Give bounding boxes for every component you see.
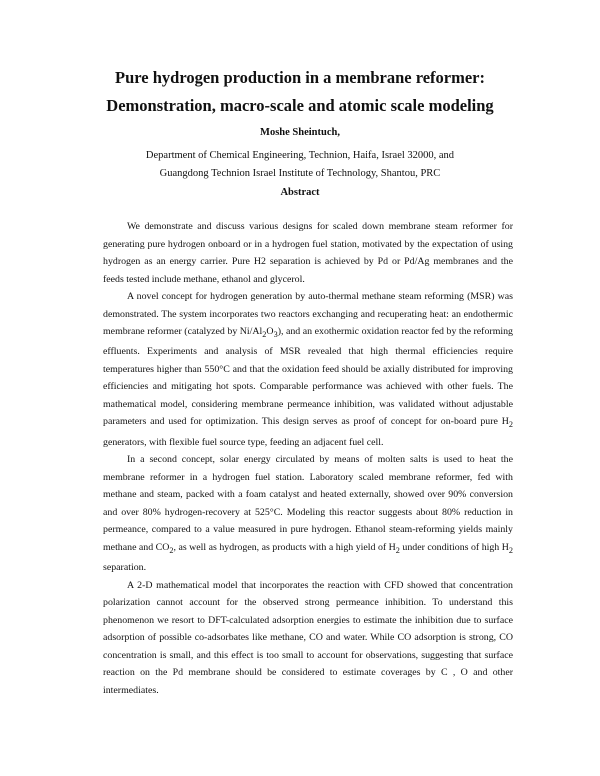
paragraph-text: ), and an exothermic oxidation reactor fed by the reforming effluents. Experiments and analysis of MSR revealed that high thermal efficiencies require temperatures higher than 550°C and that the oxidation feed should be axially distributed for improving efficiencies and mitigating hot spots. Comparable performance was achieved with other fuels. The mathematical model, considering membrane permeance inhibition, was validated without adjustable parameters and used for optimization. This design serves as proof of concept for on-board pure H bbox=[103, 326, 513, 428]
subscript: 2 bbox=[508, 545, 513, 555]
abstract-paragraph-3 bbox=[103, 451, 513, 576]
paragraph-text: under conditions of high H bbox=[399, 541, 509, 553]
paragraph-text: In a second concept, solar energy circulated by means of molten salts is used to heat the membrane reformer in a hydrogen fuel station. Laboratory scaled membrane reformer, fed with methane and steam, packed with a foam catalyst and heated externally, showed over 90% conversion and over 80% hydrogen-recovery at 525°C. Modeling this reactor suggests about 80% reduction in permeance, compared to a value measured in pure hydrogen. Ethanol steam-reforming yields mainly methane and CO bbox=[103, 454, 513, 553]
affiliation-line-1: Department of Chemical Engineering, Technion, Haifa, Israel 32000, and bbox=[145, 150, 455, 161]
author-name: Moshe Sheintuch, bbox=[260, 127, 340, 138]
abstract-paragraph-2 bbox=[103, 288, 513, 451]
paragraph-text: A 2-D mathematical model that incorporates the reaction with CFD showed that concentration polarization cannot account for the observed strong permeance inhibition. To understand this phenomenon we resort to DFT-calculated adsorption energies to estimate the inhibition due to surface adsorption of possible co-adsorbates like methane, CO and water. While CO adsorption is strong, CO concentration is small, and this effect is too small to account for observations, suggesting that surface reaction on the Pd membrane should be considered to estimate coverages by C , O and other intermediates. bbox=[103, 579, 513, 696]
paragraph-text: O bbox=[266, 326, 274, 337]
paragraph-text: We demonstrate and discuss various designs for scaled down membrane steam reformer for generating pure hydrogen onboard or in a hydrogen fuel station, motivated by the expectation of using hydrogen as an energy carrier. Pure H2 separation is achieved by Pd or Pd/Ag membranes and the feeds tested include methane, ethanol and glycerol. bbox=[103, 221, 513, 285]
abstract-body bbox=[103, 218, 513, 699]
subscript: 2 bbox=[395, 545, 400, 555]
paper-title-line-2: Demonstration, macro-scale and atomic scale modeling bbox=[106, 96, 494, 115]
subscript: 2 bbox=[169, 545, 174, 555]
subscript: 3 bbox=[273, 329, 278, 339]
abstract-heading: Abstract bbox=[280, 187, 320, 198]
affiliation-line-2: Guangdong Technion Israel Institute of Technology, Shantou, PRC bbox=[159, 168, 441, 179]
paragraph-text: , as well as hydrogen, as products with a high yield of H bbox=[173, 541, 396, 553]
subscript: 2 bbox=[508, 420, 513, 430]
abstract-paragraph-4 bbox=[103, 577, 513, 700]
paragraph-text: A novel concept for hydrogen generation by auto-thermal methane steam reforming (MSR) was demonstrated. The system incorporates two reactors exchanging and recuperating heat: an endothermic membrane reformer (catalyzed by Ni/Al bbox=[103, 291, 513, 337]
paper-title-line-1: Pure hydrogen production in a membrane reformer: bbox=[115, 68, 485, 87]
subscript: 2 bbox=[262, 329, 267, 339]
abstract-paragraph-1 bbox=[103, 218, 513, 288]
paragraph-text: generators, with flexible fuel source type, feeding an adjacent fuel cell. bbox=[103, 436, 384, 448]
paragraph-text: separation. bbox=[103, 562, 147, 574]
